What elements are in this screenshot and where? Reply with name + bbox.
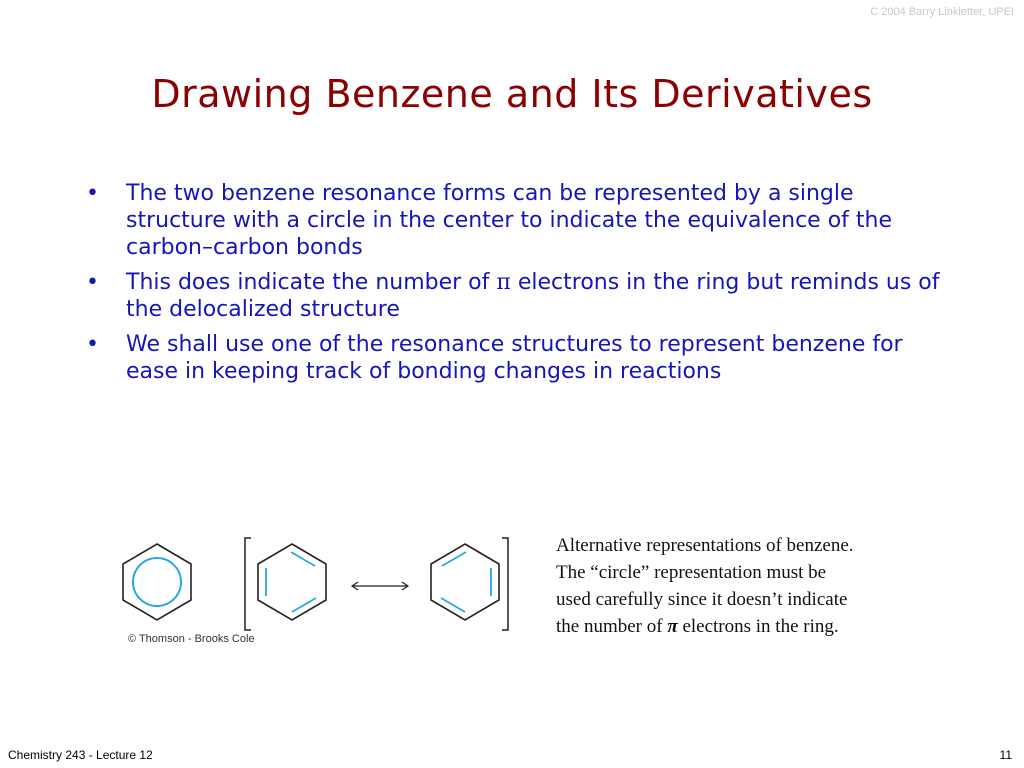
bullet-list xyxy=(86,180,946,393)
left-bracket xyxy=(245,538,251,630)
hexagon-outline xyxy=(431,544,499,620)
footer-course: Chemistry 243 - Lecture 12 xyxy=(8,748,153,762)
double-bond-line xyxy=(442,552,466,566)
slide-title: Drawing Benzene and Its Derivatives xyxy=(151,72,873,116)
aromatic-circle xyxy=(133,558,181,606)
caption-line: Alternative representations of benzene. xyxy=(556,535,854,556)
hexagon-outline xyxy=(258,544,326,620)
bullet-text: We shall use one of the resonance structures to represent benzene for ease in keeping track of bonding changes in reactions xyxy=(126,332,903,384)
bullet-marker: • xyxy=(86,332,99,357)
bullet-marker: • xyxy=(86,270,99,295)
resonance-arrow xyxy=(352,582,408,590)
pi-symbol: π xyxy=(667,616,678,637)
double-bond-line xyxy=(441,598,465,612)
bullet-text-before: This does indicate the number of xyxy=(126,270,497,295)
caption-text-after: electrons in the ring. xyxy=(677,616,839,637)
footer-page-number: 11 xyxy=(999,748,1012,762)
figure-caption xyxy=(556,532,996,640)
benzene-circle-structure xyxy=(123,544,191,620)
bullet-marker: • xyxy=(86,181,99,206)
resonance-structure-2 xyxy=(431,544,499,620)
bullet-item xyxy=(86,180,946,261)
double-bond-line xyxy=(291,552,315,566)
caption-text-before: the number of xyxy=(556,616,668,637)
caption-line: The “circle” representation must be xyxy=(556,562,827,583)
bullet-text: The two benzene resonance forms can be represented by a single structure with a circle in the center to indicate the equivalence of the carbon–carbon bonds xyxy=(126,181,893,260)
caption-line xyxy=(556,613,996,640)
right-bracket xyxy=(502,538,508,630)
resonance-structure-1 xyxy=(258,544,326,620)
caption-line: used carefully since it doesn’t indicate xyxy=(556,589,848,610)
figure-credit: © Thomson - Brooks Cole xyxy=(128,633,255,645)
bullet-item xyxy=(86,269,946,323)
bullet-text-after: electrons in the ring but reminds us of the delocalized structure xyxy=(126,270,940,322)
pi-symbol: π xyxy=(496,270,511,295)
benzene-structures-svg xyxy=(112,530,542,635)
bullet-item xyxy=(86,331,946,385)
copyright-notice: C 2004 Barry Linkletter, UPEI xyxy=(870,6,1014,18)
double-bond-line xyxy=(292,598,316,612)
benzene-figure xyxy=(112,530,542,655)
